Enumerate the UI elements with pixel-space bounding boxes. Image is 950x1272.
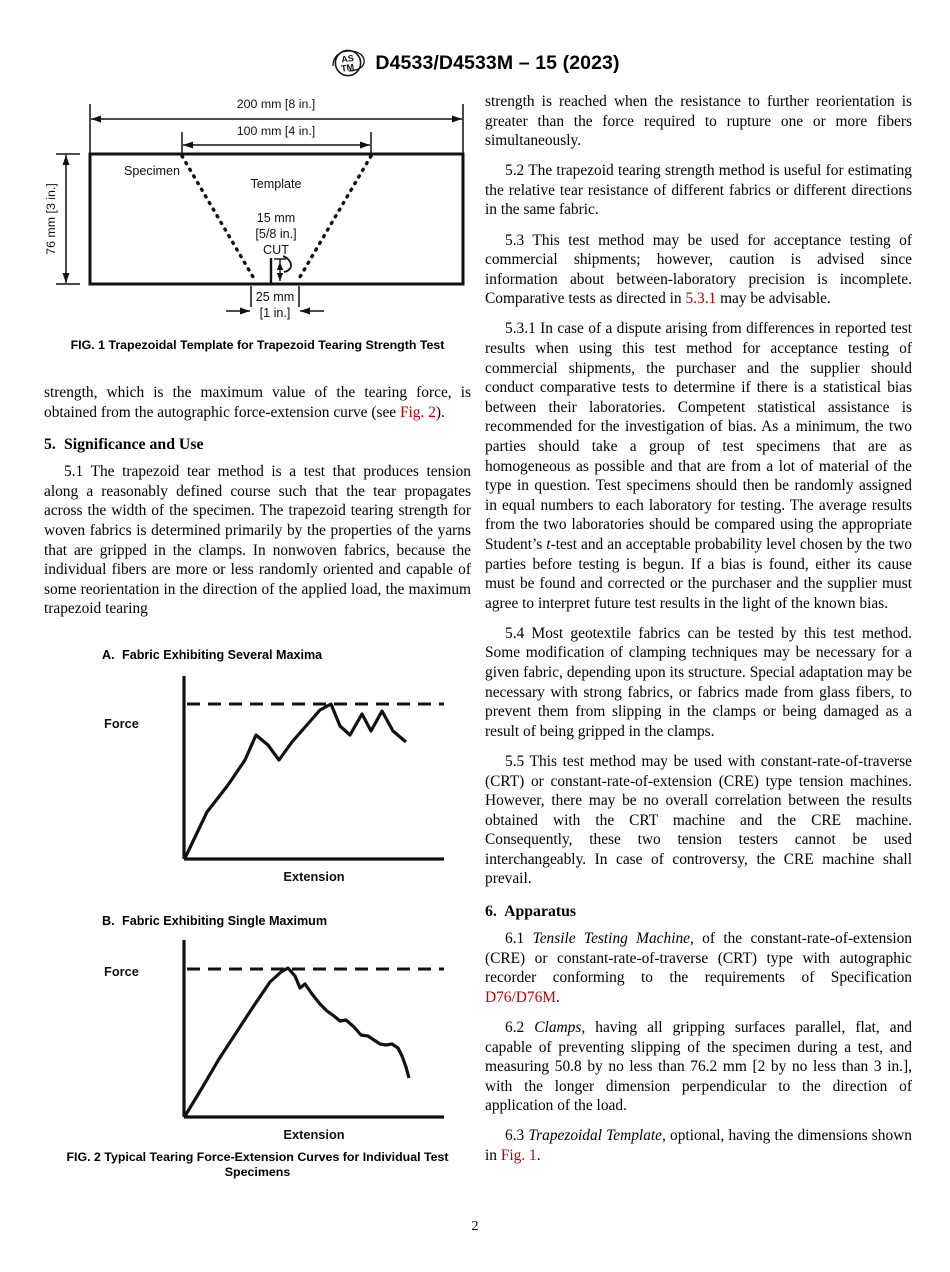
chart-a-x-label: Extension xyxy=(283,869,345,884)
chart-b-letter: B. xyxy=(102,914,115,928)
dim-height xyxy=(56,154,80,284)
chart-a xyxy=(44,666,471,891)
section-6-number: 6. xyxy=(485,903,497,921)
page-title: D4533/D4533M – 15 (2023) xyxy=(375,51,620,74)
paragraph-6-1-text: of the constant-rate-of-extension (CRE) or constant-rate-of-traverse (CRT) type with autographic recorder conforming to the requirements of Specification xyxy=(485,930,912,987)
t-test-italic: t xyxy=(546,535,551,553)
paragraph-continued-tail: ). xyxy=(435,403,445,421)
section-6-title: Apparatus xyxy=(504,903,577,921)
paragraph-6-1 xyxy=(485,929,912,1007)
paragraph-5-3-tail: may be advisable. xyxy=(716,290,831,308)
paragraph-continued-right: strength is reached when the resistance to further reorientation is greater than the force required to rupture one or more fibers simultaneously. xyxy=(485,93,912,150)
figure-2 xyxy=(44,648,471,1180)
svg-text:AS: AS xyxy=(341,53,355,65)
chart-b-x-label: Extension xyxy=(283,1127,345,1142)
paragraph-5-3-1-text: 5.3.1 In case of a dispute arising from differences in reported test results when using this test method for acceptance testing of commercial shipments, the purchaser and the supplier should conduct comparative tests to determine if there is a statistical bias between their laboratories. Competent statistical assistance is recommended for the investigation of bias. As a minimum, the two parties should take a group of test specimens that are as homogeneous as possible and that are from a lot of material of the type in question. Test specimens should then be randomly assigned in equal numbers to each laboratory for testing. The average results from the two laboratories should be compared using the appropriate Student’s xyxy=(485,320,912,553)
specimen-label: Specimen xyxy=(124,164,181,178)
dim-base-label-line2: [1 in.] xyxy=(259,306,291,320)
svg-text:TM: TM xyxy=(340,61,356,74)
chart-b-title xyxy=(102,914,471,928)
paragraph-5-1: 5.1 The trapezoid tear method is a test that produces tension along a reasonably defined course such that the tear propagates across the width of the specimen. The trapezoid tearing strength for woven fabrics is determined primarily by the properties of the yarns that are gripped in the clamps. In nonwoven fabrics, because the individual fibers are more or less randomly oriented and capable of some reorientation in the direction of the applied load, the maximum trapezoid tearing xyxy=(44,463,471,618)
paragraph-5-3-1 xyxy=(485,319,912,613)
dim-outer-width-label: 200 mm [8 in.] xyxy=(236,97,316,111)
paragraph-6-2-term: Clamps, xyxy=(534,1018,586,1036)
paragraph-6-2 xyxy=(485,1018,912,1116)
chart-a-letter: A. xyxy=(102,648,115,662)
page-number: 2 xyxy=(471,1219,479,1234)
ref-d76-d76m[interactable]: D76/D76M xyxy=(485,988,556,1006)
paragraph-6-1-number: 6.1 xyxy=(505,930,533,948)
left-column-text xyxy=(44,383,471,629)
page-header xyxy=(0,48,950,78)
cut-dim-label-line2: [5/8 in.] xyxy=(255,227,297,241)
chart-a-curve xyxy=(185,704,406,858)
paragraph-continued-text: strength, which is the maximum value of the tearing force, is obtained from the autographic force-extension curve (see xyxy=(44,384,471,421)
paragraph-6-1-term: Tensile Testing Machine, xyxy=(532,930,694,948)
chart-b-curve xyxy=(185,968,409,1116)
ref-5-3-1[interactable]: 5.3.1 xyxy=(685,290,717,308)
paragraph-6-3-term: Trapezoidal Template, xyxy=(528,1127,666,1145)
dim-base-label-line1: 25 mm xyxy=(255,290,295,304)
paragraph-5-4: 5.4 Most geotextile fabrics can be tested by this test method. Some modification of clamping techniques may be necessary for a given fabric, depending upon its structure. Special adaptation may be necessary with strong fabrics, or fabrics made from glass fibers, to prevent them from slipping in the clamps or being damaged as a result of being gripped in the clamps. xyxy=(485,624,912,740)
paragraph-continued xyxy=(44,383,471,422)
astm-logo xyxy=(330,48,366,78)
chart-a-title-text: Fabric Exhibiting Several Maxima xyxy=(122,648,323,662)
dim-inner-width-label: 100 mm [4 in.] xyxy=(236,124,316,138)
paragraph-6-3-text: optional, having the dimensions shown in xyxy=(485,1127,912,1164)
figure-2-caption-line2: Specimens xyxy=(224,1165,291,1179)
figure-2-caption-line1: FIG. 2 Typical Tearing Force-Extension Curves for Individual Test xyxy=(66,1150,449,1164)
chart-b xyxy=(44,932,471,1147)
right-column-text xyxy=(485,92,912,1176)
ref-fig-2[interactable]: Fig. 2 xyxy=(399,403,436,421)
section-6-heading xyxy=(485,903,912,921)
paragraph-5-3-text: 5.3 This test method may be used for acceptance testing of commercial shipments; however, caution is advised since information about between-laboratory precision is incomplete. Comparative tests as directed in xyxy=(485,231,912,308)
paragraph-6-1-tail: . xyxy=(555,988,560,1006)
cut-label: CUT xyxy=(263,243,289,257)
template-label: Template xyxy=(250,177,302,191)
section-5-heading xyxy=(44,436,471,454)
chart-b-y-label: Force xyxy=(104,964,139,979)
figure-1 xyxy=(44,92,471,353)
paragraph-6-3-tail: . xyxy=(536,1147,541,1164)
paragraph-6-3 xyxy=(485,1126,912,1165)
paragraph-6-2-number: 6.2 xyxy=(505,1018,535,1036)
dim-height-label: 76 mm [3 in.] xyxy=(44,183,58,255)
chart-a-title xyxy=(102,648,471,662)
paragraph-5-3-1-tail: -test and an acceptable probability level chosen by the two parties before testing is begun. If a bias is found, either its cause must be found and corrected or the purchaser and the supplier must agree to interpret future test results in the light of the known bias. xyxy=(485,535,912,612)
figure-1-caption: FIG. 1 Trapezoidal Template for Trapezoid Tearing Strength Test xyxy=(70,338,445,352)
paragraph-5-2: 5.2 The trapezoid tearing strength method is useful for estimating the relative tear resistance of different fabrics or different directions in the same fabric. xyxy=(485,162,912,219)
figure-1-diagram xyxy=(44,92,471,327)
cut-dim-label-line1: 15 mm xyxy=(256,211,296,225)
section-5-number: 5. xyxy=(44,436,56,454)
paragraph-6-2-text: having all gripping surfaces parallel, flat, and capable of preventing slipping of the specimen during a test, and measuring 50.8 by no less than 76.2 mm [2 by no less than 3 in.], with the longer dimension perpendicular to the direction of application of the load. xyxy=(485,1018,912,1115)
paragraph-6-3-number: 6.3 xyxy=(505,1127,529,1145)
chart-a-y-label: Force xyxy=(104,716,139,731)
figure-2-caption xyxy=(44,1150,471,1180)
paragraph-5-5: 5.5 This test method may be used with constant-rate-of-traverse (CRT) or constant-rate-of-extension (CRE) type tension machines. However, there may be no overall correlation between the results obtained with the CRT machine and the CRE machine. Consequently, these two tension testers cannot be used interchangeably. In case of controversy, the CRE machine shall prevail. xyxy=(485,752,912,888)
paragraph-5-3 xyxy=(485,231,912,309)
section-5-title: Significance and Use xyxy=(63,436,204,454)
ref-fig-1[interactable]: Fig. 1 xyxy=(500,1147,537,1164)
chart-b-title-text: Fabric Exhibiting Single Maximum xyxy=(122,914,328,928)
